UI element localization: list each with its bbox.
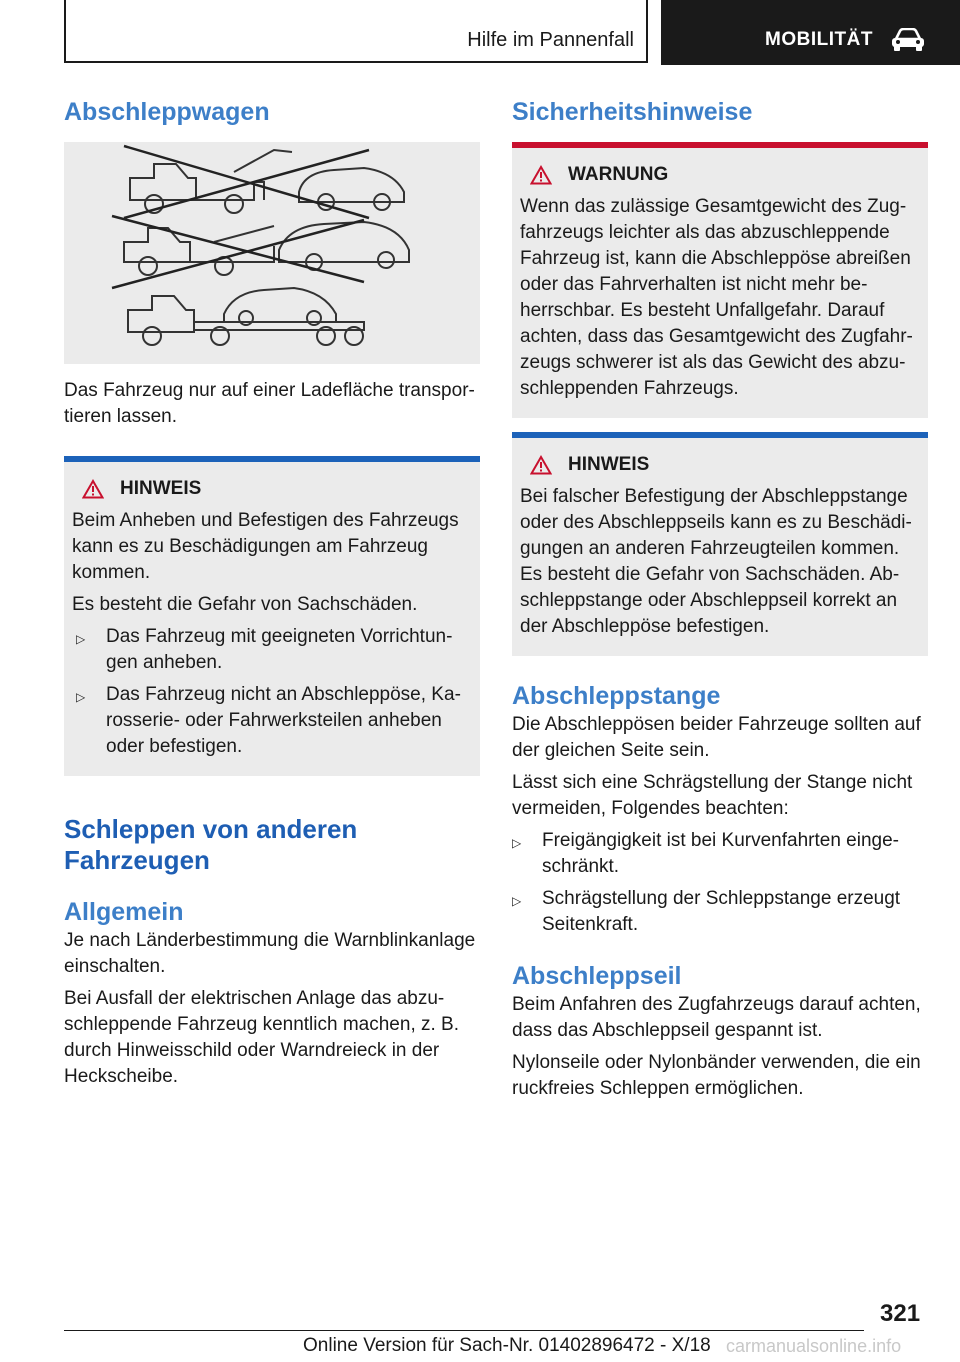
list-item: ▷ Das Fahrzeug mit geeigneten Vorrichtungen anheben. bbox=[72, 624, 472, 676]
notice-body-2: Es besteht die Gefahr von Sachschäden. bbox=[72, 594, 418, 615]
list-item: ▷ Freigängigkeit ist bei Kurvenfahrten eingeschränkt. bbox=[512, 828, 928, 880]
notice-body-1: Beim Anheben und Befestigen des Fahrzeugs kann es zu Beschädigungen am Fahrzeug kommen. bbox=[72, 510, 459, 583]
warning-title: WARNUNG bbox=[568, 164, 669, 185]
notice-body: Bei falscher Befestigung der Abschleppstange oder des Abschleppseils kann es zu Beschädigungen an anderen Fahrzeugteilen kommen. Es besteht die Gefahr von Sachschäden. Abschleppstange oder Abschleppseil korrekt an der Abschleppöse befestigen. bbox=[520, 486, 912, 637]
header-section-title: Hilfe im Pannenfall bbox=[467, 29, 634, 51]
bullet-triangle-icon: ▷ bbox=[76, 632, 86, 646]
warning-box bbox=[512, 142, 928, 418]
left-column bbox=[64, 96, 480, 1090]
running-header-section bbox=[64, 0, 648, 63]
general-paragraph-1: Je nach Länderbestimmung die Warnblinkanlage einschalten. bbox=[64, 930, 476, 977]
warning-triangle-icon bbox=[530, 455, 552, 475]
towrope-heading: Abschleppseil bbox=[512, 962, 682, 990]
footer-online-version: Online Version für Sach-Nr. 01402896472 - X/18 bbox=[303, 1335, 711, 1356]
notice-title: HINWEIS bbox=[120, 478, 202, 499]
bullet-triangle-icon: ▷ bbox=[512, 894, 522, 908]
header-chapter-title: MOBILITÄT bbox=[765, 29, 873, 50]
towbar-paragraph-1: Die Abschleppösen beider Fahrzeuge sollten auf der gleichen Seite sein. bbox=[512, 714, 921, 761]
notice-box-left bbox=[64, 456, 480, 776]
right-column bbox=[512, 96, 928, 1102]
running-header-chapter bbox=[661, 0, 960, 65]
warning-body: Wenn das zulässige Gesamtgewicht des Zugfahrzeugs leichter als das abzuschleppende Fahrzeug ist, kann die Abschleppöse abreißen oder das Fahrverhalten ist nicht mehr beherrschbar. Es besteht Unfallgefahr. Darauf achten, dass das Gesamtgewicht des Zugfahrzeugs schwerer ist als das Gewicht des abzuschleppenden Fahrzeugs. bbox=[520, 196, 913, 399]
list-item: ▷ Das Fahrzeug nicht an Abschleppöse, Karosserie- oder Fahrwerksteilen anheben oder befestigen. bbox=[72, 682, 472, 760]
towtruck-illustration bbox=[64, 142, 480, 364]
towrope-paragraph-1: Beim Anfahren des Zugfahrzeugs darauf achten, dass das Abschleppseil gespannt ist. bbox=[512, 994, 921, 1041]
safety-heading: Sicherheitshinweise bbox=[512, 98, 753, 126]
towbar-paragraph-2: Lässt sich eine Schrägstellung der Stange nicht vermeiden, Folgendes beachten: bbox=[512, 772, 913, 819]
general-paragraph-2: Bei Ausfall der elektrischen Anlage das abzuschleppende Fahrzeug kenntlich machen, z. B. durch Hinweisschild oder Warndreieck in der Heckscheibe. bbox=[64, 988, 460, 1087]
warning-triangle-icon bbox=[530, 165, 552, 185]
towrope-paragraph-2: Nylonseile oder Nylonbänder verwenden, die ein ruckfreies Schleppen ermöglichen. bbox=[512, 1052, 921, 1099]
warning-triangle-icon bbox=[82, 479, 104, 499]
towing-heading: Schleppen von anderen Fahrzeugen bbox=[64, 814, 358, 875]
list-item: ▷ Schrägstellung der Schleppstange erzeugt Seitenkraft. bbox=[512, 886, 928, 938]
footer-rule bbox=[64, 1330, 864, 1331]
notice-box-right bbox=[512, 432, 928, 656]
watermark: carmanualsonline.info bbox=[726, 1336, 902, 1356]
towtruck-heading: Abschleppwagen bbox=[64, 98, 270, 126]
general-heading: Allgemein bbox=[64, 898, 184, 926]
notice-title: HINWEIS bbox=[568, 454, 650, 475]
car-icon bbox=[891, 28, 925, 52]
towbar-heading: Abschleppstange bbox=[512, 682, 721, 710]
bullet-triangle-icon: ▷ bbox=[512, 836, 522, 850]
page-number: 321 bbox=[880, 1300, 921, 1327]
towtruck-drawing bbox=[64, 142, 480, 364]
towtruck-text: Das Fahrzeug nur auf einer Ladefläche transportieren lassen. bbox=[64, 380, 475, 427]
bullet-triangle-icon: ▷ bbox=[76, 690, 86, 704]
